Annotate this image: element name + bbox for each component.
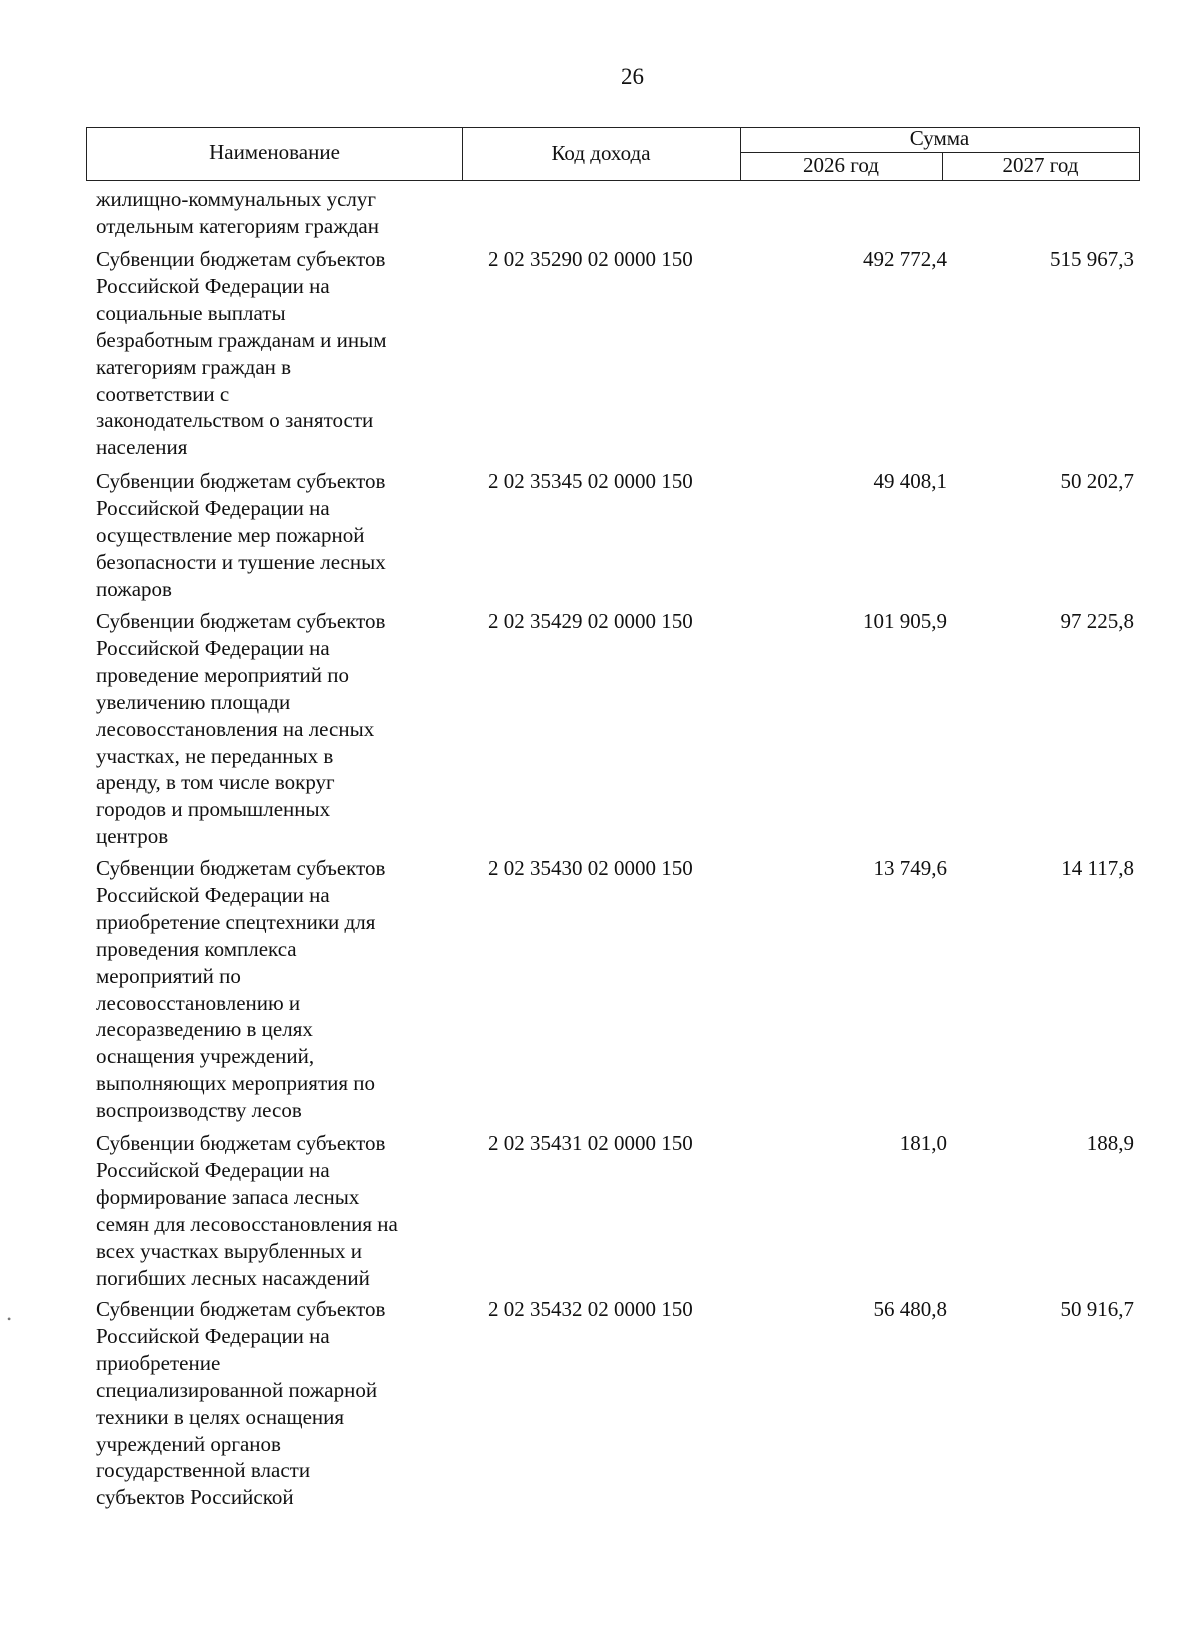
scan-artifact: • — [7, 1312, 12, 1326]
table-header — [86, 127, 1140, 181]
table-body — [0, 186, 1200, 1518]
row-value-2027: 50 916,7 — [1060, 1297, 1134, 1321]
row-value-2027: 14 117,8 — [1061, 856, 1134, 880]
row-value-2027: 188,9 — [1086, 1131, 1134, 1155]
row-value-2026: 56 480,8 — [873, 1297, 947, 1321]
row-value-2026: 492 772,4 — [863, 247, 947, 271]
row-name: Субвенции бюджетам субъектов Российской Федерации на приобретение специализированной пожарной техники в целях оснащения учреждений органов государственной власти субъектов Российской — [96, 1297, 386, 1510]
row-name: Субвенции бюджетам субъектов Российской Федерации на проведение мероприятий по увеличению площади лесовосстановления на лесных участках, не переданных в аренду, в том числе вокруг городов и промышленных центров — [96, 609, 386, 849]
row-code: 2 02 35290 02 0000 150 — [488, 247, 693, 271]
page-number: 26 — [621, 64, 644, 89]
row-value-2027: 50 202,7 — [1060, 469, 1134, 493]
row-value-2026: 101 905,9 — [863, 609, 947, 633]
row-code: 2 02 35431 02 0000 150 — [488, 1131, 693, 1155]
table-row — [0, 855, 1200, 1130]
table-row — [0, 1296, 1200, 1518]
header-year-2026: 2026 год — [803, 153, 879, 177]
header-name: Наименование — [209, 140, 340, 164]
row-name: Субвенции бюджетам субъектов Российской Федерации на осуществление мер пожарной безопасности и тушение лесных пожаров — [96, 469, 386, 601]
table-row — [0, 186, 1200, 246]
table-row — [0, 468, 1200, 608]
row-value-2026: 49 408,1 — [873, 469, 947, 493]
row-code: 2 02 35429 02 0000 150 — [488, 609, 693, 633]
header-sum: Сумма — [909, 126, 970, 150]
row-value-2026: 13 749,6 — [873, 856, 947, 880]
table-row — [0, 1130, 1200, 1296]
row-value-2026: 181,0 — [899, 1131, 947, 1155]
row-code: 2 02 35345 02 0000 150 — [488, 469, 693, 493]
row-name: Субвенции бюджетам субъектов Российской Федерации на социальные выплаты безработным гражданам и иным категориям граждан в соответствии с законодательством о занятости населения — [96, 247, 387, 460]
row-name: Субвенции бюджетам субъектов Российской Федерации на приобретение спецтехники для проведения комплекса мероприятий по лесовосстановлению и лесоразведению в целях оснащения учреждений, выполняющих мероприятия по воспроизводству лесов — [96, 856, 386, 1123]
row-code: 2 02 35430 02 0000 150 — [488, 856, 693, 880]
table-row — [0, 608, 1200, 855]
table-row — [0, 246, 1200, 468]
row-name: Субвенции бюджетам субъектов Российской Федерации на формирование запаса лесных семян для лесовосстановления на всех участках вырубленных и погибших лесных насаждений — [96, 1131, 398, 1290]
header-year-2027: 2027 год — [1002, 153, 1079, 177]
row-value-2027: 97 225,8 — [1060, 609, 1134, 633]
row-value-2027: 515 967,3 — [1050, 247, 1134, 271]
header-code: Код дохода — [551, 141, 651, 165]
row-name: жилищно-коммунальных услуг отдельным категориям граждан — [96, 187, 379, 238]
row-code: 2 02 35432 02 0000 150 — [488, 1297, 693, 1321]
